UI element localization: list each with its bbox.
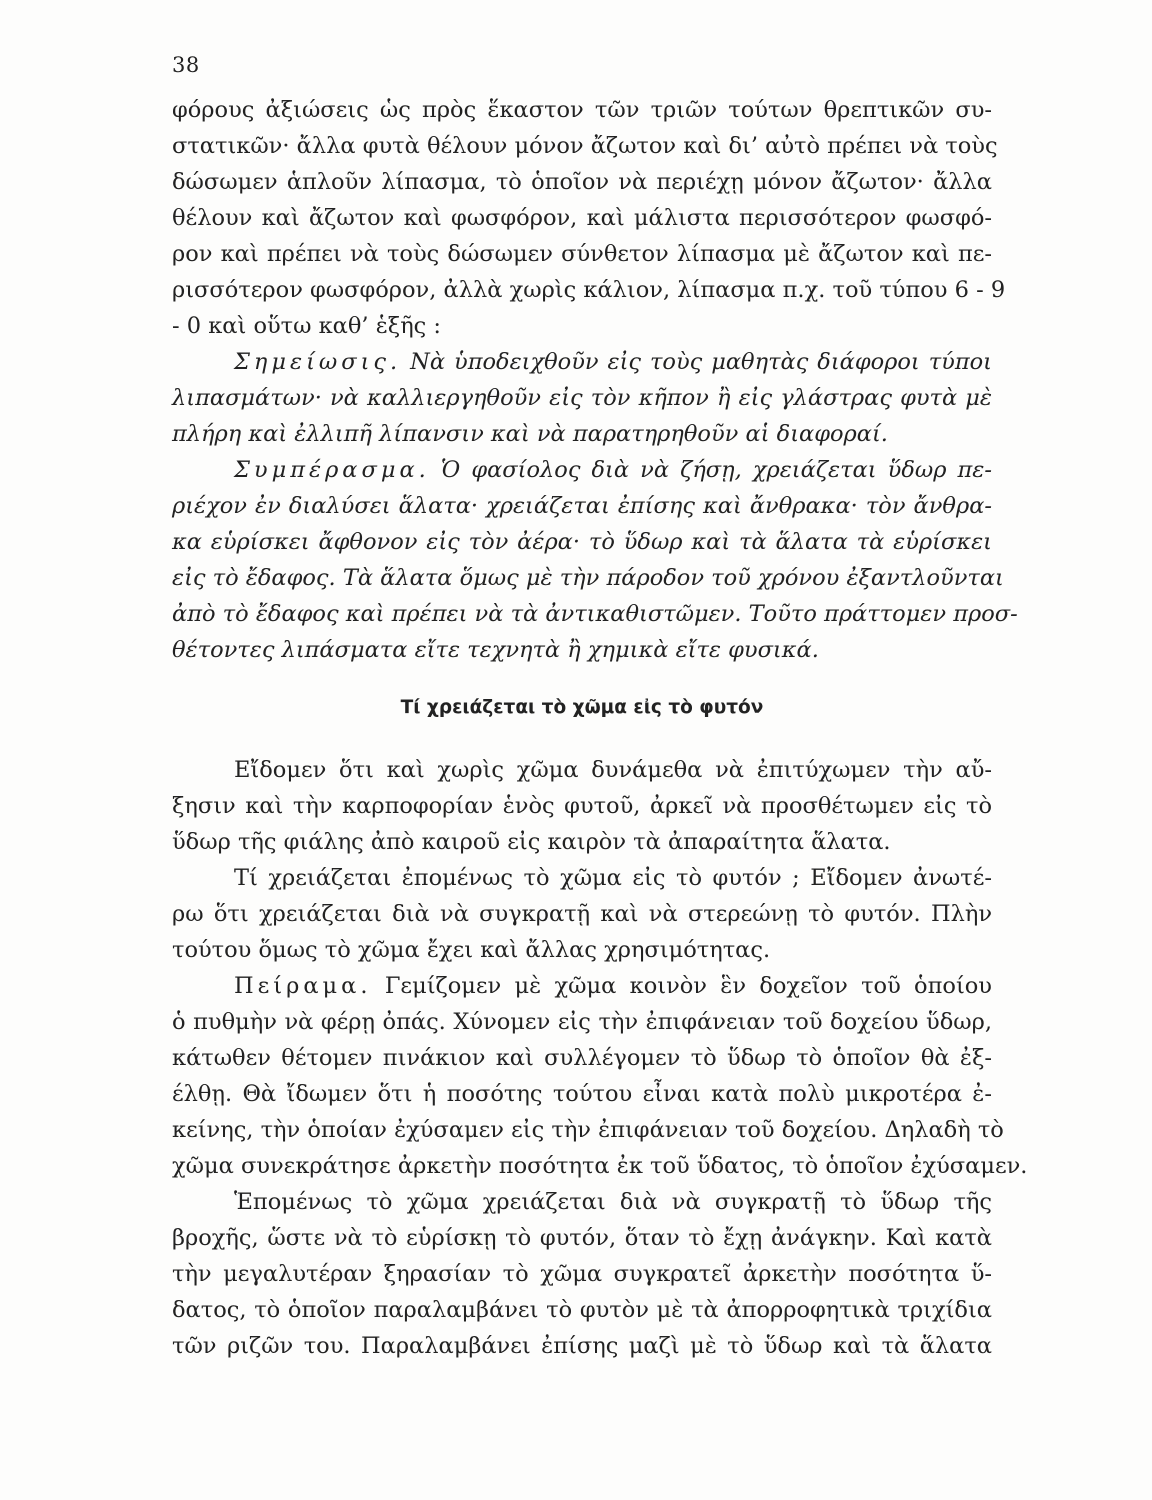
conclusion-line: ριέχον ἐν διαλύσει ἅλατα· χρειάζεται ἐπίσης καὶ ἄνθρακα· τὸν ἄνθρα- bbox=[172, 493, 992, 519]
conclusion-line: εἰς τὸ ἔδαφος. Τὰ ἅλατα ὅμως μὲ τὴν πάροδον τοῦ χρόνου ἐξαντλοῦνται bbox=[172, 565, 1004, 591]
conclusion-first-line bbox=[172, 452, 992, 488]
section-heading: Τί χρειάζεται τὸ χῶμα εἰς τὸ φυτόν bbox=[400, 697, 764, 718]
text-line: ρισσότερον φωσφόρον, ἀλλὰ χωρὶς κάλιον, λίπασμα π.χ. τοῦ τύπου 6 - 9 bbox=[172, 277, 1006, 303]
conclusion-line: θέτοντες λιπάσματα εἴτε τεχνητὰ ἢ χημικὰ εἴτε φυσικά. bbox=[172, 637, 819, 663]
experiment-label: Πείραμα. bbox=[234, 973, 372, 999]
note-line: λιπασμάτων· νὰ καλλιεργηθοῦν εἰς τὸν κῆπον ἢ εἰς γλάστρας φυτὰ μὲ bbox=[172, 385, 992, 411]
note-line: πλήρη καὶ ἐλλιπῆ λίπανσιν καὶ νὰ παρατηρηθοῦν αἱ διαφοραί. bbox=[172, 421, 888, 447]
text-line: κάτωθεν θέτομεν πινάκιον καὶ συλλέγομεν τὸ ὕδωρ τὸ ὁποῖον θὰ ἐξ- bbox=[172, 1045, 992, 1071]
page-number: 38 bbox=[172, 53, 200, 77]
text-line: - 0 καὶ οὕτω καθ’ ἑξῆς : bbox=[172, 313, 442, 339]
text-line: τούτου ὅμως τὸ χῶμα ἔχει καὶ ἄλλας χρησιμότητας. bbox=[172, 937, 771, 963]
body-text bbox=[172, 92, 1028, 1364]
text-line: ὁ πυθμὴν νὰ φέρῃ ὀπάς. Χύνομεν εἰς τὴν ἐπιφάνειαν τοῦ δοχείου ὕδωρ, bbox=[172, 1009, 992, 1035]
text-line: δατος, τὸ ὁποῖον παραλαμβάνει τὸ φυτὸν μὲ τὰ ἀπορροφητικὰ τριχίδια bbox=[172, 1297, 992, 1323]
text-line: ξησιν καὶ τὴν καρποφορίαν ἑνὸς φυτοῦ, ἀρκεῖ νὰ προσθέτωμεν εἰς τὸ bbox=[172, 793, 992, 819]
text-line: χῶμα συνεκράτησε ἀρκετὴν ποσότητα ἐκ τοῦ ὕδατος, τὸ ὁποῖον ἐχύσαμεν. bbox=[172, 1153, 1028, 1179]
experiment-first-line bbox=[172, 968, 992, 1004]
note-label: Σημείωσις. bbox=[234, 349, 402, 375]
text-line: κείνης, τὴν ὁποίαν ἐχύσαμεν εἰς τὴν ἐπιφάνειαν τοῦ δοχείου. Δηλαδὴ τὸ bbox=[172, 1117, 1004, 1143]
text-line: Εἴδομεν ὅτι καὶ χωρὶς χῶμα δυνάμεθα νὰ ἐπιτύχωμεν τὴν αὔ- bbox=[234, 757, 992, 783]
text-line: τῶν ριζῶν του. Παραλαμβάνει ἐπίσης μαζὶ μὲ τὸ ὕδωρ καὶ τὰ ἅλατα bbox=[172, 1333, 992, 1359]
text-line: φόρους ἀξιώσεις ὡς πρὸς ἕκαστον τῶν τριῶν τούτων θρεπτικῶν συ- bbox=[172, 97, 992, 123]
text-line: τὴν μεγαλυτέραν ξηρασίαν τὸ χῶμα συγκρατεῖ ἀρκετὴν ποσότητα ὕ- bbox=[172, 1261, 992, 1287]
text-line: ὕδωρ τῆς φιάλης ἀπὸ καιροῦ εἰς καιρὸν τὰ ἀπαραίτητα ἅλατα. bbox=[172, 829, 891, 855]
text-line: Ἑπομένως τὸ χῶμα χρειάζεται διὰ νὰ συγκρατῇ τὸ ὕδωρ τῆς bbox=[234, 1189, 992, 1215]
text-line: βροχῆς, ὥστε νὰ τὸ εὑρίσκῃ τὸ φυτόν, ὅταν τὸ ἔχῃ ἀνάγκην. Καὶ κατὰ bbox=[172, 1225, 992, 1251]
experiment-text: Γεμίζομεν μὲ χῶμα κοινὸν ἓν δοχεῖον τοῦ ὁποίου bbox=[384, 973, 992, 999]
conclusion-line: ἀπὸ τὸ ἔδαφος καὶ πρέπει νὰ τὰ ἀντικαθιστῶμεν. Τοῦτο πράττομεν προσ- bbox=[172, 601, 1018, 627]
text-line: ρω ὅτι χρειάζεται διὰ νὰ συγκρατῇ καὶ νὰ στερεώνῃ τὸ φυτόν. Πλὴν bbox=[172, 901, 992, 927]
conclusion-label: Συμπέρασμα. bbox=[234, 457, 430, 483]
text-line: δώσωμεν ἁπλοῦν λίπασμα, τὸ ὁποῖον νὰ περιέχῃ μόνον ἄζωτον· ἄλλα bbox=[172, 169, 992, 195]
text-line: θέλουν καὶ ἄζωτον καὶ φωσφόρον, καὶ μάλιστα περισσότερον φωσφό- bbox=[172, 205, 992, 231]
note-text: Νὰ ὑποδειχθοῦν εἰς τοὺς μαθητὰς διάφοροι τύποι bbox=[410, 349, 992, 375]
conclusion-line: κα εὑρίσκει ἄφθονον εἰς τὸν ἀέρα· τὸ ὕδωρ καὶ τὰ ἅλατα τὰ εὑρίσκει bbox=[172, 529, 992, 555]
text-line: στατικῶν· ἄλλα φυτὰ θέλουν μόνον ἄζωτον καὶ δι’ αὐτὸ πρέπει νὰ τοὺς bbox=[172, 133, 998, 159]
text-line: έλθῃ. Θὰ ἴδωμεν ὅτι ἡ ποσότης τούτου εἶναι κατὰ πολὺ μικροτέρα ἐ- bbox=[172, 1081, 992, 1107]
note-first-line bbox=[172, 344, 992, 380]
text-line: ρον καὶ πρέπει νὰ τοὺς δώσωμεν σύνθετον λίπασμα μὲ ἄζωτον καὶ πε- bbox=[172, 241, 992, 267]
conclusion-text: Ὁ φασίολος διὰ νὰ ζήσῃ, χρειάζεται ὕδωρ πε- bbox=[440, 457, 992, 483]
text-line: Τί χρειάζεται ἐπομένως τὸ χῶμα εἰς τὸ φυτόν ; Εἴδομεν ἀνωτέ- bbox=[234, 865, 992, 891]
